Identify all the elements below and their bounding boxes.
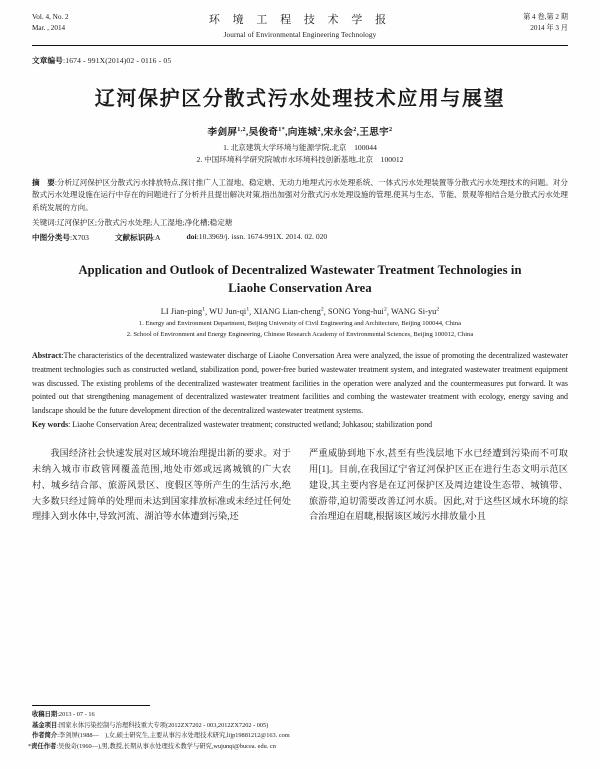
abstract-cn-label: 摘 要	[32, 177, 55, 187]
author-en-name: WU Jun-qi	[209, 307, 247, 317]
author-cn-item	[208, 127, 246, 138]
running-head-right	[448, 12, 568, 34]
affiliation-cn-2: 2. 中国环境科学研究院城市水环境科技创新基地,北京 100012	[196, 155, 404, 165]
author-cn-sup: 1*	[278, 126, 286, 134]
author-cn-sup: 2	[389, 126, 393, 134]
author-en-sup: 1	[202, 306, 206, 313]
author-en-item	[328, 307, 387, 316]
article-number-value: :1674 - 991X(2014)02 - 0116 - 05	[62, 56, 172, 66]
author-cn-item	[249, 127, 285, 138]
author-en-item	[161, 307, 205, 316]
doc-code-label: 文献标识码	[114, 233, 153, 243]
body-column-left	[32, 446, 291, 525]
volume-issue-cn: 第 4 卷,第 2 期	[523, 13, 568, 21]
article-number-label: 文章编号	[32, 56, 63, 66]
abstract-cn-text: :分析辽河保护区分散式污水排放特点,探讨推广人工湿地、稳定塘、无动力地埋式污水处理系统、一体式污水处理装置等分散式污水处理技术的问题。对分散式污水处理设施在运行中存在的问题进行了分析并且提出解决对策,指出加强对分散式污水处理设施的管理,使其与生态、节能、景观等相结合是分散式污水处理系统发展的方向。	[32, 177, 568, 212]
footnote-label: 基金项目	[32, 721, 58, 729]
clc-value: :X703	[69, 233, 89, 243]
footnote-received-date	[32, 710, 291, 721]
doc-code-value: :A	[152, 233, 161, 243]
author-en-sup: 1	[246, 306, 250, 313]
body-paragraph: 严重威胁到地下水,甚至有些浅层地下水已经遭到污染而不可取用[1]。目前,在我国辽宁省辽河保护区正在进行生态文明示范区建设,其主要内容是在辽河保护区及周边建设生态带、城镇带、旅游带,迫切需要改善辽河水质。因此,对于这些区域水环境的综合治理迫在眉睫,根据该区域污水排放量小且	[309, 448, 568, 522]
author-cn-sup: 2	[353, 126, 357, 134]
body-paragraph: 我国经济社会快速发展对区域环境治理提出新的要求。对于未纳入城市市政管网覆盖范围,地处市郊或远离城镇的广大农村、城乡结合部、旅游风景区、度假区等所产生的生活污水,绝大多数只经过简单的处理而未达到国家排放标准或未经过任何处理排入到水体中,导致河流、湖泊等水体遭到污染,还	[32, 448, 291, 522]
footnote-author-bio	[32, 731, 291, 742]
date-cn: 2014 年 3 月	[530, 23, 568, 32]
footnote-text: :吴俊奇(1960—),男,教授,长期从事水处理技术教学与研究,wujunqi@bucea. edu. cn	[56, 743, 276, 751]
running-head	[0, 0, 600, 43]
footnote-funding	[32, 721, 291, 732]
keywords-en-label: Key words	[32, 420, 69, 430]
footnote-label: 责任作者	[31, 743, 57, 751]
footnote-label: 收稿日期	[32, 710, 58, 718]
journal-title-en: Journal of Environmental Engineering Technology	[223, 29, 377, 39]
author-en-name: XIANG Lian-cheng	[253, 307, 321, 317]
author-en-sup: 2	[320, 306, 324, 313]
volume-issue-en: Vol. 4, No. 2	[32, 13, 69, 21]
author-en-name: WANG Si-yu	[391, 307, 437, 317]
page-title-cn: 辽河保护区分散式污水处理技术应用与展望	[94, 88, 506, 111]
doi	[187, 232, 328, 243]
abstract-en	[32, 349, 568, 417]
author-cn-sup: 1,2	[237, 126, 246, 134]
journal-title-cn: 环 境 工 程 技 术 学 报	[208, 14, 392, 26]
affiliations-cn	[0, 142, 600, 166]
author-cn-name: 宋永会	[323, 127, 354, 139]
classification-line	[32, 232, 568, 243]
authors-cn: 李剑屏$^{1,2}$,吴俊奇$^{1*}$,向连城$^2$,宋永会$^2$,王思宇$^2$	[207, 126, 393, 139]
article-number	[32, 55, 568, 66]
affiliations-en	[0, 319, 600, 340]
keywords-cn-text: :辽河保护区;分散式污水处理;人工湿地;净化槽;稳定塘	[54, 217, 233, 227]
affiliation-cn-1: 1. 北京建筑大学环境与能源学院,北京 100044	[223, 143, 377, 153]
keywords-en-text: : Liaohe Conservation Area; decentralized wastewater treatment; constructed wetland; Johkasou; stabilization pond	[68, 420, 433, 430]
affiliation-en-2: 2. School of Environment and Energy Engineering, Chinese Research Academy of Environmental Sciences, Beijing 100012, China	[126, 330, 474, 338]
author-en-sup: 2	[383, 306, 387, 313]
footnote-corresponding-author: *责任作者:吴俊奇(1960—),男,教授,长期从事水处理技术教学与研究,wujunqi@bucea. edu. cn	[28, 743, 276, 751]
abstract-en-text: :The characteristics of the decentralized wastewater discharge of Liaohe Conversation Area were analyzed, the issue of promoting the decentralized wastewater treatment technologies such as constructed wetland, stabilization pond, power-free buried wastewater treatment system, and integrated wastewater treatment equipment was discussed. The existing problems of the decentralized wastewater treatment facilities in the operation were analyzed and the countermeasures put forward. It was pointed out that strengthening management of decentralized wastewater treatment facilities and combing the wastewater treatment with ecology, energy saving and landscape should be the future development direction of the decentralized wastewater treatment systems.	[32, 351, 568, 415]
footnote-text: :2013 - 07 - 16	[57, 710, 95, 718]
running-head-center	[152, 12, 448, 40]
doi-value: :10.3969/j. issn. 1674-991X. 2014. 02. 020	[196, 232, 328, 242]
author-en-name: SONG Yong-hui	[328, 307, 384, 317]
footnote-label: 作者简介	[32, 732, 58, 740]
affiliation-en-1: 1. Energy and Environment Department, Beijing University of Civil Engineering and Architecture, Beijing 100044, China	[138, 320, 462, 328]
keywords-en	[32, 418, 568, 432]
authors-en: LI Jian-ping$^1$, WU Jun-$qi^1$, XIANG Lian-cheng$^2$, SONG Yong-hui$^2$, WANG $Si-yu^2$	[160, 306, 440, 317]
abstract-en-label: Abstract	[32, 351, 62, 361]
footnote-text: :国家水体污染控制与治理科技重大专项(2012ZX7202 - 003,2012ZX7202 - 005)	[57, 721, 269, 729]
author-cn-name: 李剑屏	[207, 127, 238, 139]
running-head-left	[32, 12, 152, 34]
body-columns	[32, 446, 568, 525]
author-cn-item	[288, 127, 321, 138]
footnote-divider	[32, 705, 150, 706]
author-en-sup: 2	[436, 306, 440, 313]
page-title-en: Application and Outlook of Decentralized Wastewater Treatment Technologies in Liaohe Conservation Area	[78, 263, 522, 296]
date-en: Mar. , 2014	[32, 23, 66, 32]
author-en-item	[254, 307, 324, 316]
author-cn-name: 吴俊奇	[248, 127, 279, 139]
author-cn-item	[324, 127, 357, 138]
author-en-name: LI Jian-ping	[160, 307, 203, 317]
keywords-cn-label: 关键词	[32, 217, 55, 227]
author-en-item	[209, 307, 249, 316]
author-cn-item	[359, 127, 392, 138]
footnotes	[28, 705, 291, 753]
author-en-item	[391, 307, 439, 316]
clc-number	[32, 232, 89, 243]
header-divider	[32, 45, 568, 46]
author-cn-name: 王思宇	[359, 127, 390, 139]
footnote-text: :李剑屏(1988— ),女,硕士研究生,主要从事污水处理技术研究,lijp19881212@163. com	[57, 732, 290, 740]
document-code	[115, 232, 161, 243]
doi-label: doi	[186, 232, 197, 242]
author-cn-name: 向连城	[287, 127, 318, 139]
keywords-cn	[32, 217, 568, 229]
body-column-right	[309, 446, 568, 525]
clc-label: 中图分类号	[32, 233, 70, 243]
author-cn-sup: 2	[317, 126, 321, 134]
abstract-cn	[32, 177, 568, 214]
